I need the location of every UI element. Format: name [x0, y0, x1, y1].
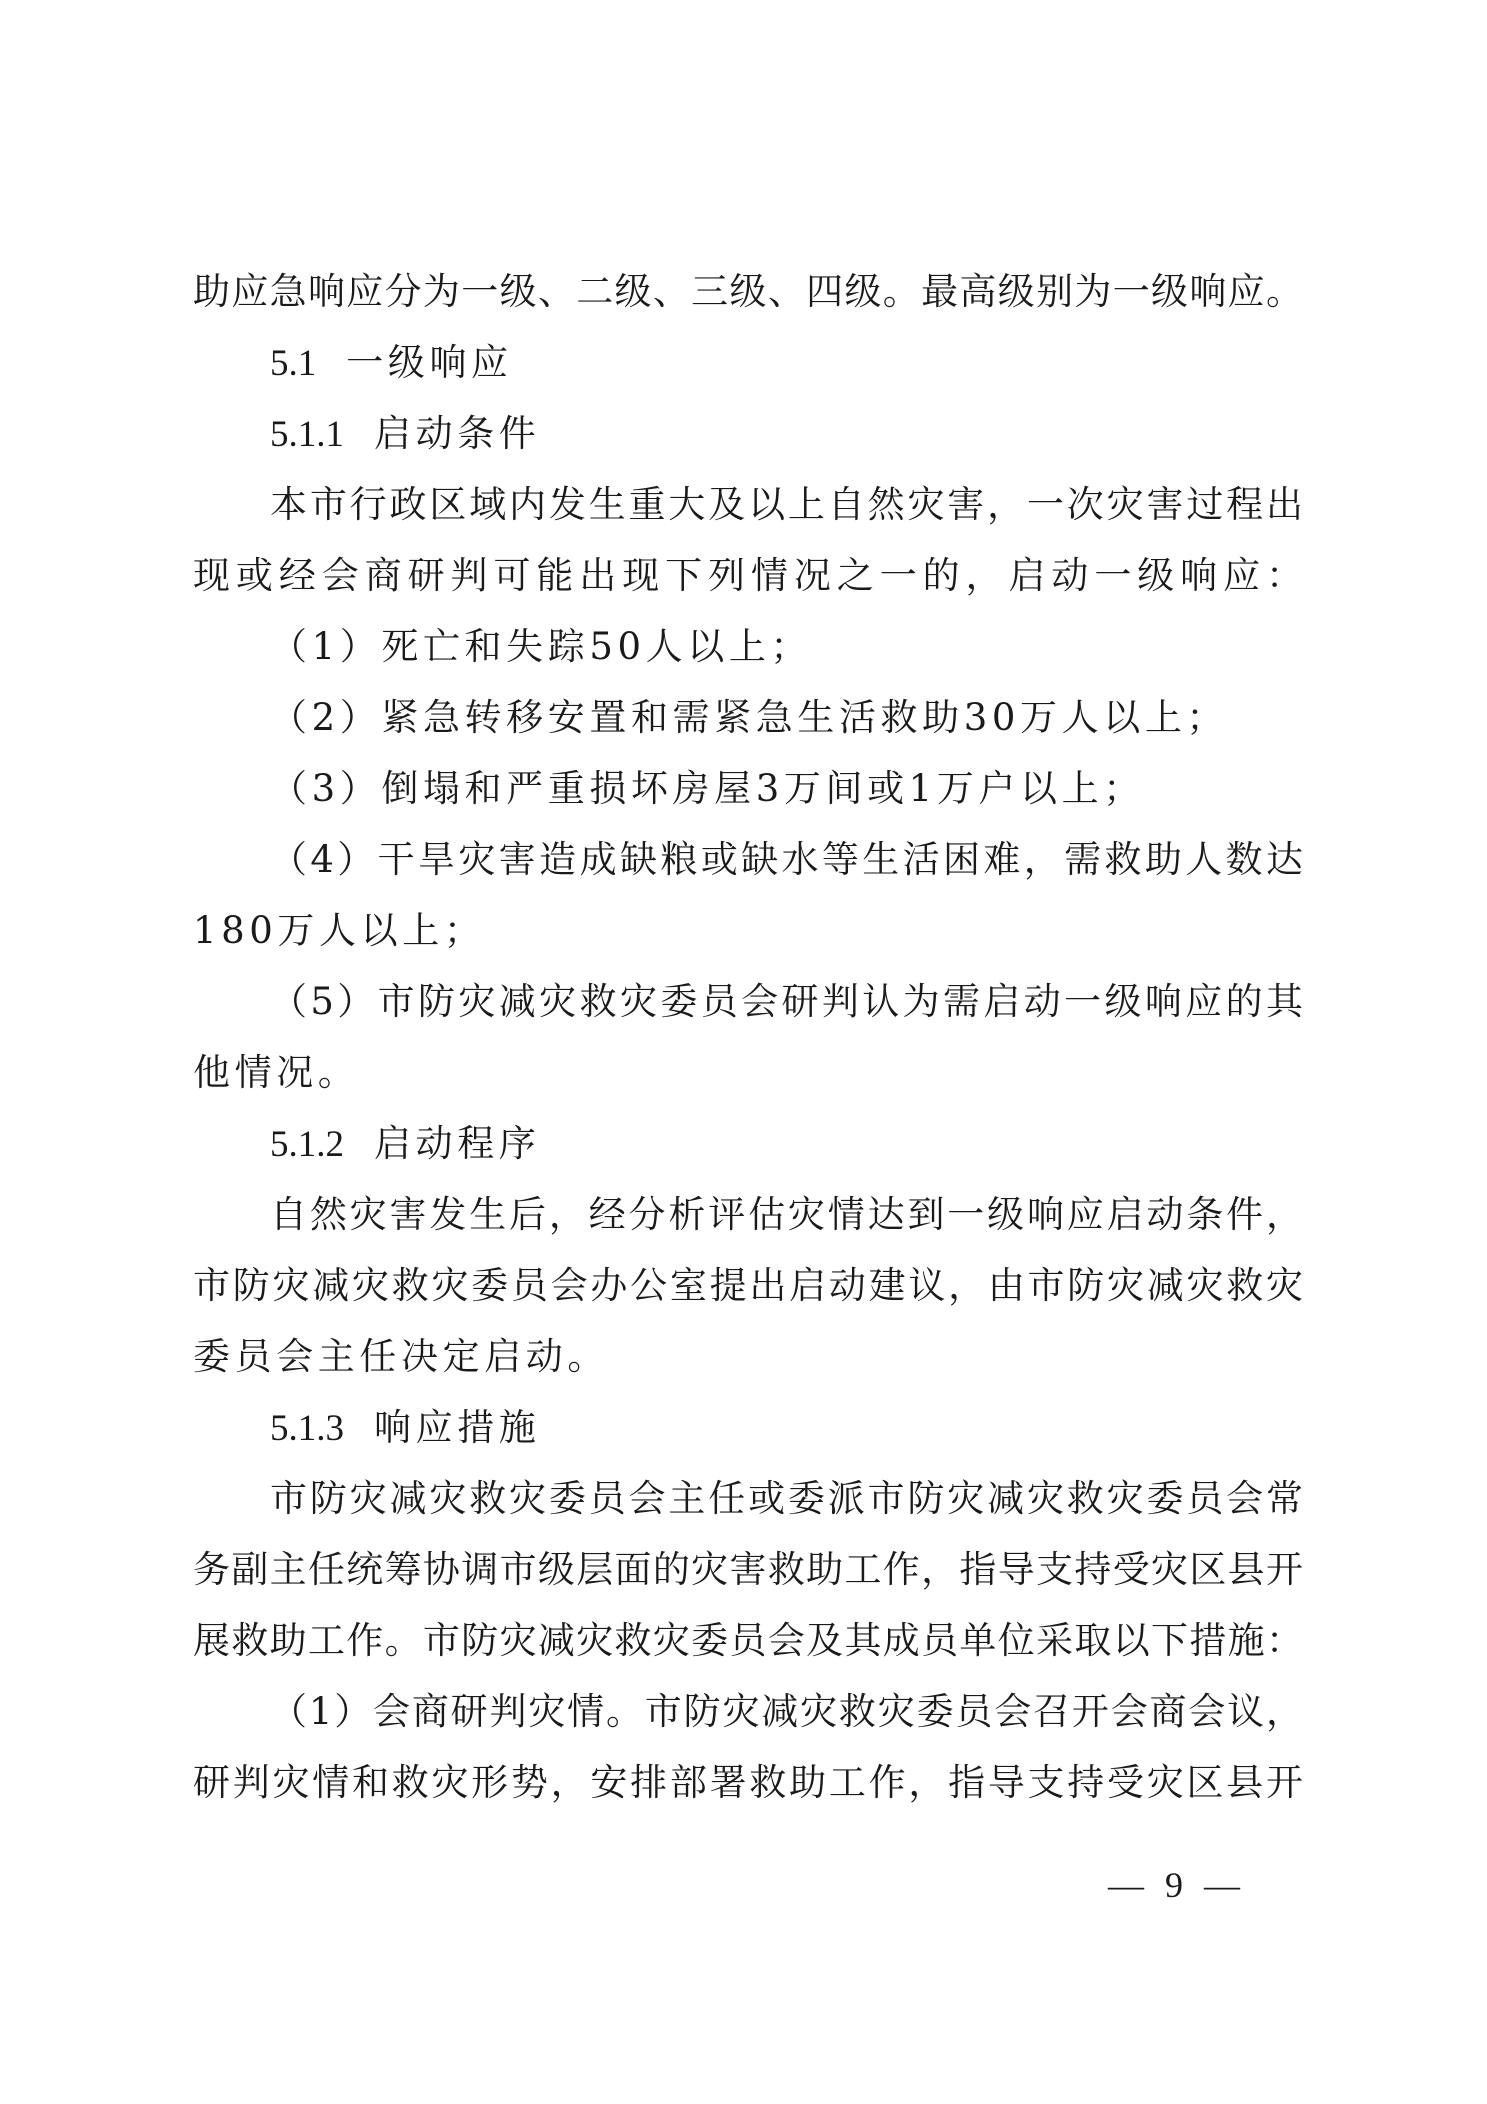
subsection-title: 启动程序: [374, 1122, 541, 1165]
section-number: 5.1: [270, 343, 317, 384]
body-text-line: 自然灾害发生后，经分析评估灾情达到一级响应启动条件，: [270, 1193, 1303, 1236]
body-text-line: 务副主任统筹协调市级层面的灾害救助工作，指导支持受灾区县开: [193, 1548, 1303, 1591]
section-title: 一级响应: [346, 341, 513, 384]
section-heading: [270, 339, 1380, 388]
subsection-heading: [270, 1120, 1380, 1169]
body-text-line: 助应急响应分为一级、二级、三级、四级。最高级别为一级响应。: [193, 270, 1303, 313]
list-item-continuation: 他情况。: [193, 1051, 360, 1094]
subsection-number: 5.1.2: [270, 1124, 344, 1165]
list-item: （4）干旱灾害造成缺粮或缺水等生活困难，需救助人数达: [270, 838, 1303, 881]
body-text-line: 现或经会商研判可能出现下列情况之一的，启动一级响应：: [193, 554, 1303, 597]
list-item: （1）会商研判灾情。市防灾减灾救灾委员会召开会商会议，: [270, 1690, 1303, 1733]
subsection-number: 5.1.1: [270, 414, 344, 455]
body-text-line: 市防灾减灾救灾委员会办公室提出启动建议，由市防灾减灾救灾: [193, 1264, 1303, 1307]
subsection-title: 启动条件: [374, 412, 541, 455]
subsection-heading: [270, 410, 1380, 459]
page-number: — 9 —: [1108, 1865, 1246, 1905]
list-item: （5）市防灾减灾救灾委员会研判认为需启动一级响应的其: [270, 980, 1303, 1023]
list-item-continuation: 180万人以上；: [193, 909, 486, 952]
body-text-line: 市防灾减灾救灾委员会主任或委派市防灾减灾救灾委员会常: [270, 1477, 1303, 1520]
body-text-line: 研判灾情和救灾形势，安排部署救助工作，指导支持受灾区县开: [193, 1761, 1303, 1804]
list-item: （3）倒塌和严重损坏房屋3万间或1万户以上；: [270, 767, 1145, 810]
list-item: （2）紧急转移安置和需紧急生活救助30万人以上；: [270, 696, 1229, 739]
subsection-number: 5.1.3: [270, 1408, 344, 1449]
subsection-title: 响应措施: [374, 1406, 541, 1449]
list-item: （1）死亡和失踪50人以上；: [270, 625, 813, 668]
body-text-line: 本市行政区域内发生重大及以上自然灾害，一次灾害过程出: [270, 483, 1303, 526]
body-text-line: 展救助工作。市防灾减灾救灾委员会及其成员单位采取以下措施：: [193, 1619, 1303, 1662]
subsection-heading: [270, 1404, 1380, 1453]
body-text-line: 委员会主任决定启动。: [193, 1335, 609, 1378]
